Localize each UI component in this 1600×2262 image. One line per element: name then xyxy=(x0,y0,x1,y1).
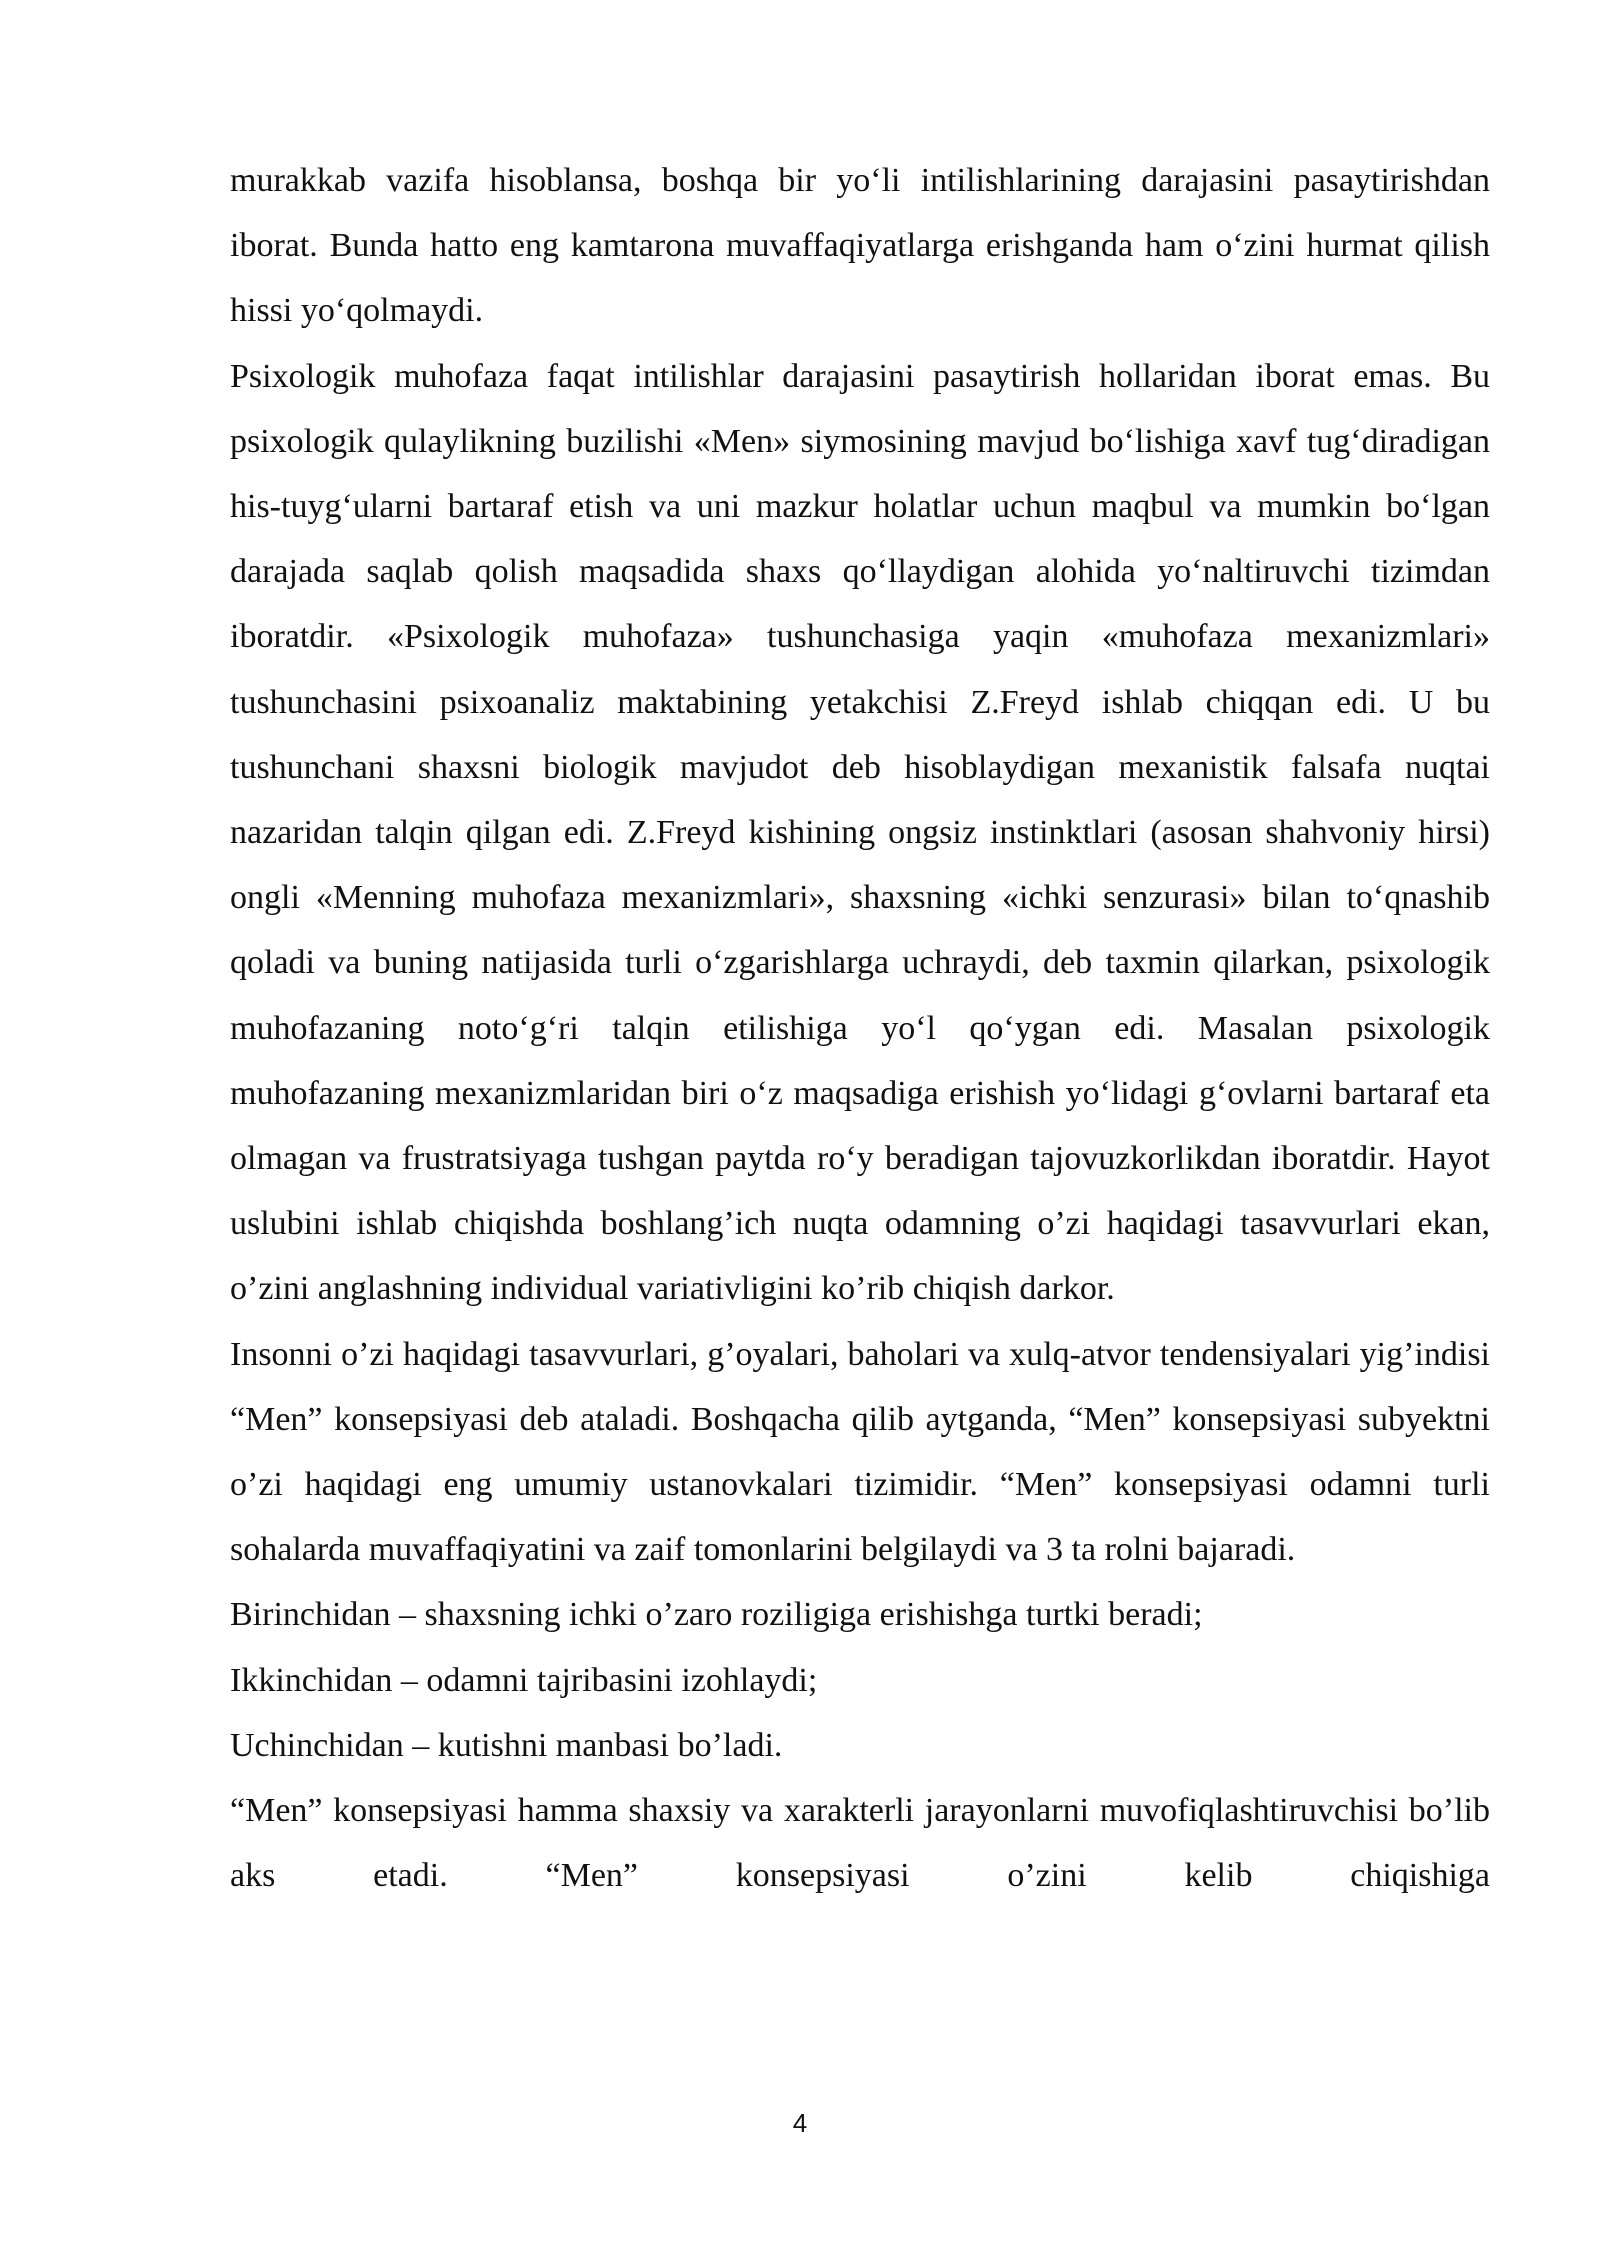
paragraph-6: Uchinchidan – kutishni manbasi bo’ladi. xyxy=(230,1726,783,1764)
paragraph-5: Ikkinchidan – odamni tajribasini izohlaydi; xyxy=(230,1661,818,1699)
paragraph-2: Psixologik muhofaza faqat intilishlar darajasini pasaytirish hollaridan iborat emas. Bu psixologik qulaylikning buzilishi «Men» siymosining mavjud bo‘lishiga xavf tug‘diradigan his-tuyg‘ularni bartaraf etish va uni mazkur holatlar uchun maqbul va mumkin bo‘lgan darajada saqlab qolish maqsadida shaxs qo‘llaydigan alohida yo‘naltiruvchi tizimdan iboratdir. «Psixologik muhofaza» tushunchasiga yaqin «muhofaza mexanizmlari» tushunchasini psixoanaliz maktabining yetakchisi Z.Freyd ishlab chiqqan edi. U bu tushunchani shaxsni biologik mavjudot deb hisoblaydigan mexanistik falsafa nuqtai nazaridan talqin qilgan edi. Z.Freyd kishining ongsiz instinktlari (asosan shahvoniy hirsi) ongli «Menning muhofaza mexanizmlari», shaxsning «ichki senzurasi» bilan to‘qnashib qoladi va buning natijasida turli o‘zgarishlarga uchraydi, deb taxmin qilarkan, psixologik muhofazaning noto‘g‘ri talqin etilishiga yo‘l qo‘ygan edi. Masalan psixologik muhofazaning mexanizmlaridan biri o‘z maqsadiga erishish yo‘lidagi g‘ovlarni bartaraf eta olmagan va frustratsiyaga tushgan paytda ro‘y beradigan tajovuzkorlikdan iboratdir. Hayot uslubini ishlab chiqishda boshlang’ich nuqta odamning o’zi haqidagi tasavvurlari ekan, o’zini anglashning individual variativligini ko’rib chiqish darkor. xyxy=(230,357,1490,1308)
page-number: 4 xyxy=(792,2108,808,2138)
paragraph-1: murakkab vazifa hisoblansa, boshqa bir yo‘li intilishlarining darajasini pasaytirishdan iborat. Bunda hatto eng kamtarona muvaffaqiyatlarga erishganda ham o‘zini hurmat qilish hissi yo‘qolmaydi. xyxy=(230,162,1490,330)
paragraph-7: “Men” konsepsiyasi hamma shaxsiy va xarakterli jarayonlarni muvofiqlashtiruvchisi bo’lib aks etadi. “Men” konsepsiyasi o’zini kelib chiqishiga xyxy=(230,1792,1490,1895)
paragraph-3: Insonni o’zi haqidagi tasavvurlari, g’oyalari, baholari va xulq-atvor tendensiyalari yig’indisi “Men” konsepsiyasi deb ataladi. Boshqacha qilib aytganda, “Men” konsepsiyasi subyektni o’zi haqidagi eng umumiy ustanovkalari tizimidir. “Men” konsepsiyasi odamni turli sohalarda muvaffaqiyatini va zaif tomonlarini belgilaydi va 3 ta rolni bajaradi. xyxy=(230,1335,1490,1569)
paragraph-4: Birinchidan – shaxsning ichki o’zaro roziligiga erishishga turtki beradi; xyxy=(230,1596,1203,1634)
body-text xyxy=(230,148,1490,1908)
